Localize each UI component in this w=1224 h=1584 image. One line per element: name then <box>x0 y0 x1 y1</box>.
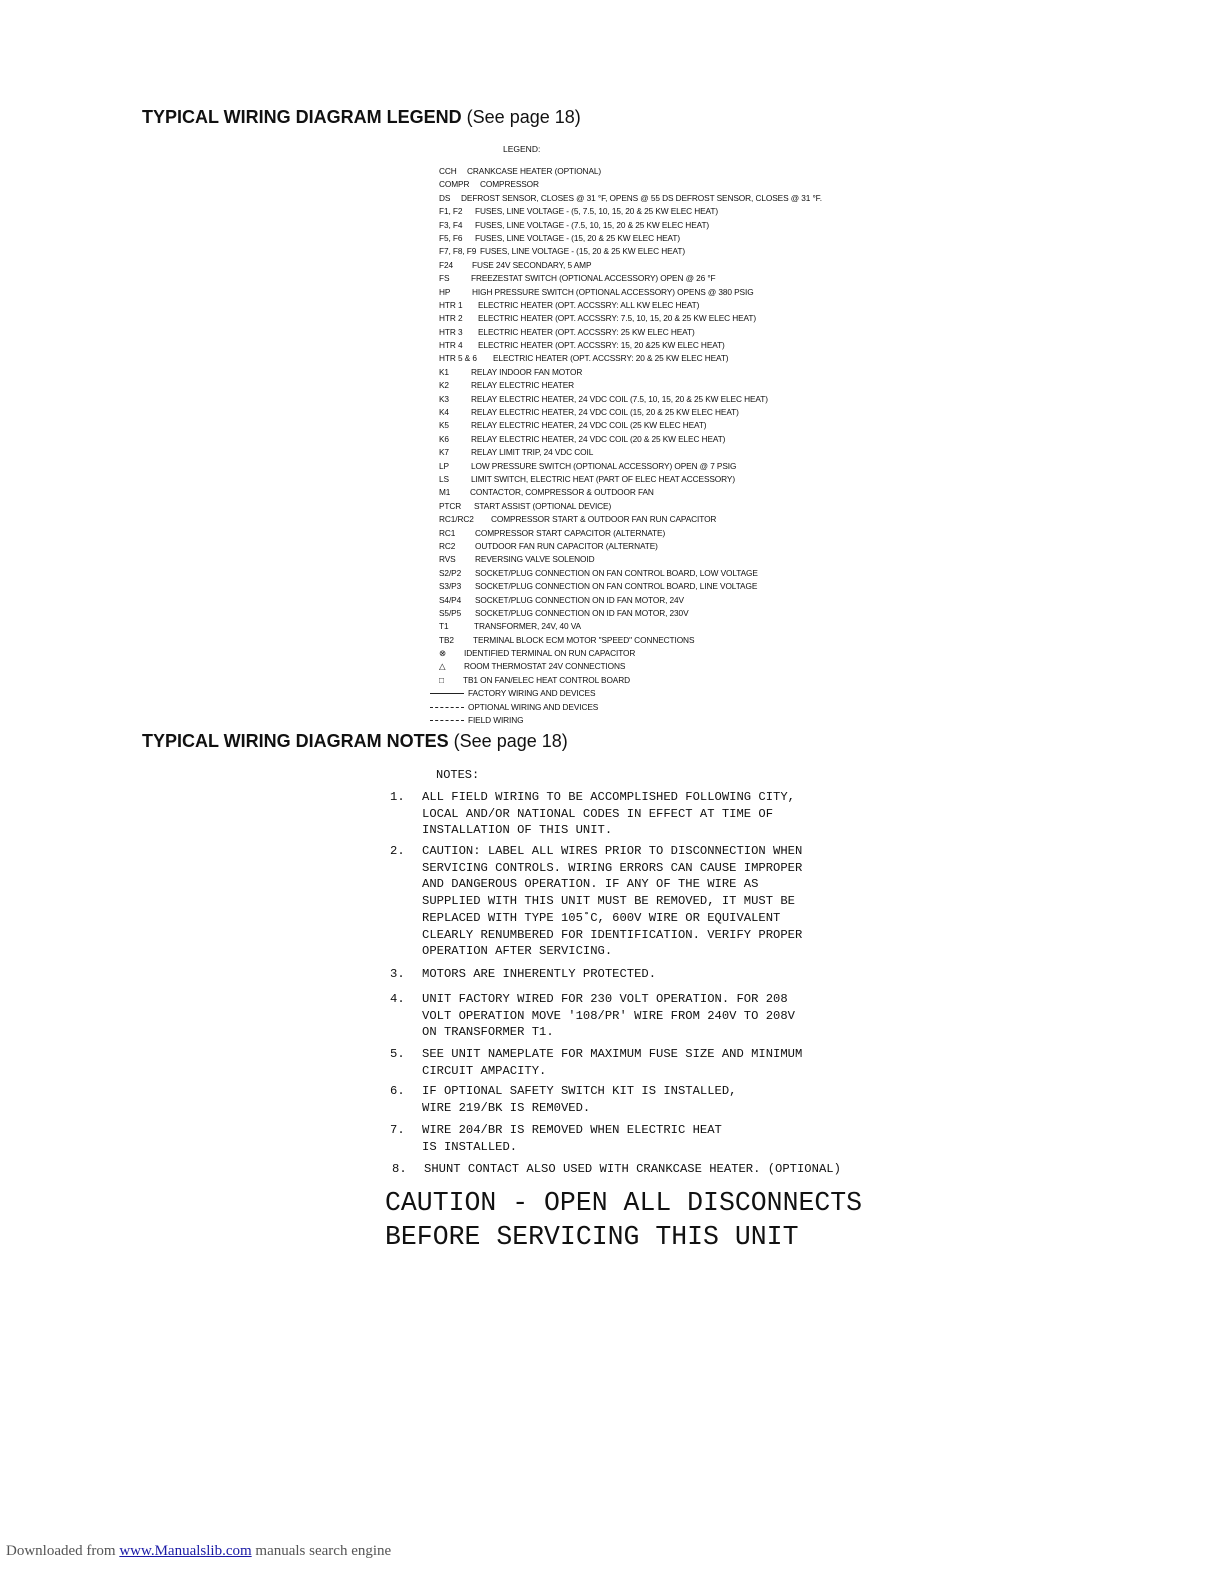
note-line: UNIT FACTORY WIRED FOR 230 VOLT OPERATION. FOR 208 <box>422 992 788 1006</box>
legend-description: ELECTRIC HEATER (OPT. ACCSSRY: 25 KW ELEC HEAT) <box>478 326 695 337</box>
footer-prefix: Downloaded from <box>6 1543 120 1559</box>
legend-code: CCH <box>439 166 457 176</box>
legend-code: □ <box>439 674 444 685</box>
note-line: ON TRANSFORMER T1. <box>422 1025 554 1040</box>
note-text <box>422 991 795 1041</box>
legend-description: FUSE 24V SECONDARY, 5 AMP <box>472 259 592 270</box>
note-text <box>422 843 802 960</box>
note-line: AND DANGEROUS OPERATION. IF ANY OF THE WIRE AS <box>422 877 759 892</box>
legend-description: COMPRESSOR <box>480 179 539 190</box>
legend-description: ROOM THERMOSTAT 24V CONNECTIONS <box>464 661 626 672</box>
caution-line: CAUTION - OPEN ALL DISCONNECTS <box>385 1188 863 1218</box>
note-line: SERVICING CONTROLS. WIRING ERRORS CAN CAUSE IMPROPER <box>422 860 803 875</box>
note-line: CLEARLY RENUMBERED FOR IDENTIFICATION. VERIFY PROPER <box>422 927 803 942</box>
footer-suffix: manuals search engine <box>251 1543 392 1559</box>
note-line: WIRE 204/BR IS REMOVED WHEN ELECTRIC HEAT <box>422 1123 722 1137</box>
legend-code: F1, F2 <box>439 206 463 217</box>
legend-code: HTR 4 <box>439 340 463 351</box>
legend-code: T1 <box>439 621 449 632</box>
legend-code: FS <box>439 273 450 284</box>
legend-code: LS <box>439 473 449 484</box>
legend-description: RELAY ELECTRIC HEATER, 24 VDC COIL (15, 20 & 25 KW ELEC HEAT) <box>471 407 739 418</box>
caution-banner <box>385 1186 862 1254</box>
legend-code: RC1 <box>439 527 456 538</box>
legend-code: RC1/RC2 <box>439 514 474 525</box>
legend-description: FUSES, LINE VOLTAGE - (5, 7.5, 10, 15, 20 & 25 KW ELEC HEAT) <box>475 206 718 217</box>
legend-code: S3/P3 <box>439 581 462 592</box>
legend-description: REVERSING VALVE SOLENOID <box>475 554 595 565</box>
note-line: IF OPTIONAL SAFETY SWITCH KIT IS INSTALLED, <box>422 1084 737 1098</box>
dash-line-symbol <box>430 720 464 721</box>
legend-heading-bold: TYPICAL WIRING DIAGRAM LEGEND <box>142 107 462 127</box>
legend-code: S4/P4 <box>439 594 462 605</box>
legend-description: RELAY ELECTRIC HEATER <box>471 380 575 391</box>
note-line: CIRCUIT AMPACITY. <box>422 1063 547 1078</box>
note-number: 3. <box>390 967 405 981</box>
note-line: REPLACED WITH TYPE 105˚C, 600V WIRE OR EQUIVALENT <box>422 910 781 925</box>
legend-code: TB2 <box>439 634 454 645</box>
footer <box>6 1542 391 1560</box>
legend-description: ELECTRIC HEATER (OPT. ACCSSRY: 15, 20 &25 KW ELEC HEAT) <box>478 340 725 351</box>
legend-code: S5/P5 <box>439 607 462 618</box>
legend-description: LOW PRESSURE SWITCH (OPTIONAL ACCESSORY) OPEN @ 7 PSIG <box>471 460 737 471</box>
legend-description: IDENTIFIED TERMINAL ON RUN CAPACITOR <box>464 648 636 659</box>
note-line: LOCAL AND/OR NATIONAL CODES IN EFFECT AT TIME OF <box>422 806 774 821</box>
legend-description: TERMINAL BLOCK ECM MOTOR "SPEED" CONNECTIONS <box>473 634 695 645</box>
legend-line-description: FIELD WIRING <box>468 715 524 726</box>
legend-code: PTCR <box>439 500 462 511</box>
legend-description: FUSES, LINE VOLTAGE - (15, 20 & 25 KW ELEC HEAT) <box>480 246 685 257</box>
legend-code: HTR 3 <box>439 326 463 337</box>
caution-line: BEFORE SERVICING THIS UNIT <box>385 1222 799 1252</box>
legend-description: START ASSIST (OPTIONAL DEVICE) <box>474 500 612 511</box>
legend-code: K2 <box>439 380 449 391</box>
note-text <box>422 1046 802 1079</box>
legend-description: FREEZESTAT SWITCH (OPTIONAL ACCESSORY) OPEN @ 26 °F <box>471 273 716 284</box>
legend-code: HTR 5 & 6 <box>439 353 477 364</box>
note-number: 5. <box>390 1047 405 1061</box>
legend-description: COMPRESSOR START CAPACITOR (ALTERNATE) <box>475 527 666 538</box>
legend-description: RELAY INDOOR FAN MOTOR <box>471 366 583 377</box>
legend-code: HTR 2 <box>439 313 463 324</box>
legend-code: ⊗ <box>439 648 446 659</box>
solid-line-symbol <box>430 693 464 694</box>
note-line: OPERATION AFTER SERVICING. <box>422 944 613 959</box>
legend-description: FUSES, LINE VOLTAGE - (15, 20 & 25 KW ELEC HEAT) <box>475 232 680 243</box>
note-number: 7. <box>390 1123 405 1137</box>
legend-code: △ <box>439 661 446 672</box>
legend-code: K7 <box>439 447 449 458</box>
note-text <box>422 966 656 983</box>
note-text <box>424 1161 841 1178</box>
note-number: 6. <box>390 1084 405 1098</box>
note-line: CAUTION: LABEL ALL WIRES PRIOR TO DISCONNECTION WHEN <box>422 844 803 858</box>
notes-heading-bold: TYPICAL WIRING DIAGRAM NOTES <box>142 731 449 751</box>
legend-description: RELAY LIMIT TRIP, 24 VDC COIL <box>471 447 594 458</box>
legend-code: DS <box>439 192 451 203</box>
legend-code: F7, F8, F9 <box>439 246 477 257</box>
note-number: 1. <box>390 790 405 804</box>
legend-code: COMPR <box>439 179 470 190</box>
legend-description: RELAY ELECTRIC HEATER, 24 VDC COIL (25 KW ELEC HEAT) <box>471 420 707 431</box>
legend-code: S2/P2 <box>439 567 462 578</box>
legend-description: RELAY ELECTRIC HEATER, 24 VDC COIL (7.5, 10, 15, 20 & 25 KW ELEC HEAT) <box>471 393 768 404</box>
legend-description: SOCKET/PLUG CONNECTION ON ID FAN MOTOR, 24V <box>475 594 684 605</box>
legend-code: RC2 <box>439 540 456 551</box>
legend-description: DEFROST SENSOR, CLOSES @ 31 °F, OPENS @ 55 DS DEFROST SENSOR, CLOSES @ 31 °F. <box>461 192 822 203</box>
note-number: 2. <box>390 844 405 858</box>
legend-description: ELECTRIC HEATER (OPT. ACCSSRY: 7.5, 10, 15, 20 & 25 KW ELEC HEAT) <box>478 313 756 324</box>
legend-line-description: OPTIONAL WIRING AND DEVICES <box>468 701 599 712</box>
legend-code: RVS <box>439 554 456 565</box>
note-line: WIRE 219/BK IS REM0VED. <box>422 1100 591 1115</box>
legend-description: SOCKET/PLUG CONNECTION ON FAN CONTROL BOARD, LOW VOLTAGE <box>475 567 758 578</box>
legend-heading-ref: (See page 18) <box>461 107 581 127</box>
note-number: 4. <box>390 992 405 1006</box>
notes-heading-ref: (See page 18) <box>448 731 568 751</box>
legend-description: TRANSFORMER, 24V, 40 VA <box>474 621 581 632</box>
legend-code: HP <box>439 286 451 297</box>
note-text <box>422 789 795 839</box>
legend-description: ELECTRIC HEATER (OPT. ACCSSRY: ALL KW ELEC HEAT) <box>478 299 700 310</box>
note-line: MOTORS ARE INHERENTLY PROTECTED. <box>422 967 657 981</box>
legend-description: TB1 ON FAN/ELEC HEAT CONTROL BOARD <box>463 674 631 685</box>
note-text <box>422 1083 737 1116</box>
legend-code: LP <box>439 460 449 471</box>
note-line: SHUNT CONTACT ALSO USED WITH CRANKCASE HEATER. (OPTIONAL) <box>424 1162 841 1176</box>
legend-code: K1 <box>439 366 449 377</box>
legend-description: CONTACTOR, COMPRESSOR & OUTDOOR FAN <box>470 487 654 498</box>
note-text <box>422 1122 722 1155</box>
legend-code: F5, F6 <box>439 232 463 243</box>
dashdot-line-symbol <box>430 707 464 708</box>
notes-heading <box>142 730 568 752</box>
legend-code: F3, F4 <box>439 219 463 230</box>
legend-description: HIGH PRESSURE SWITCH (OPTIONAL ACCESSORY) OPENS @ 380 PSIG <box>472 286 754 297</box>
legend-code: K4 <box>439 407 449 418</box>
legend-description: ELECTRIC HEATER (OPT. ACCSSRY: 20 & 25 KW ELEC HEAT) <box>493 353 729 364</box>
legend-code: K3 <box>439 393 449 404</box>
legend-description: FUSES, LINE VOLTAGE - (7.5, 10, 15, 20 & 25 KW ELEC HEAT) <box>475 219 710 230</box>
notes-title: NOTES: <box>436 768 480 782</box>
legend-code: F24 <box>439 259 453 270</box>
note-line: SUPPLIED WITH THIS UNIT MUST BE REMOVED, IT MUST BE <box>422 894 795 909</box>
note-line: VOLT OPERATION MOVE '108/PR' WIRE FROM 240V TO 208V <box>422 1008 795 1023</box>
legend-title: LEGEND: <box>503 144 541 154</box>
legend-code: M1 <box>439 487 451 498</box>
legend-line-description: FACTORY WIRING AND DEVICES <box>468 688 596 699</box>
legend-description: LIMIT SWITCH, ELECTRIC HEAT (PART OF ELEC HEAT ACCESSORY) <box>471 473 736 484</box>
legend-description: CRANKCASE HEATER (OPTIONAL) <box>467 166 602 176</box>
note-line: SEE UNIT NAMEPLATE FOR MAXIMUM FUSE SIZE AND MINIMUM <box>422 1047 803 1061</box>
note-line: INSTALLATION OF THIS UNIT. <box>422 823 613 838</box>
legend-description: SOCKET/PLUG CONNECTION ON FAN CONTROL BOARD, LINE VOLTAGE <box>475 581 758 592</box>
legend-description: COMPRESSOR START & OUTDOOR FAN RUN CAPACITOR <box>491 514 717 525</box>
legend-description: OUTDOOR FAN RUN CAPACITOR (ALTERNATE) <box>475 540 658 551</box>
footer-link[interactable]: www.Manualslib.com <box>119 1543 252 1559</box>
legend-heading <box>142 106 581 128</box>
note-line: ALL FIELD WIRING TO BE ACCOMPLISHED FOLLOWING CITY, <box>422 790 795 804</box>
legend-code: K6 <box>439 433 449 444</box>
legend-description: SOCKET/PLUG CONNECTION ON ID FAN MOTOR, 230V <box>475 607 689 618</box>
note-line: IS INSTALLED. <box>422 1139 518 1154</box>
legend-description: RELAY ELECTRIC HEATER, 24 VDC COIL (20 & 25 KW ELEC HEAT) <box>471 433 726 444</box>
legend-code: K5 <box>439 420 449 431</box>
legend-code: HTR 1 <box>439 299 463 310</box>
note-number: 8. <box>392 1162 407 1176</box>
